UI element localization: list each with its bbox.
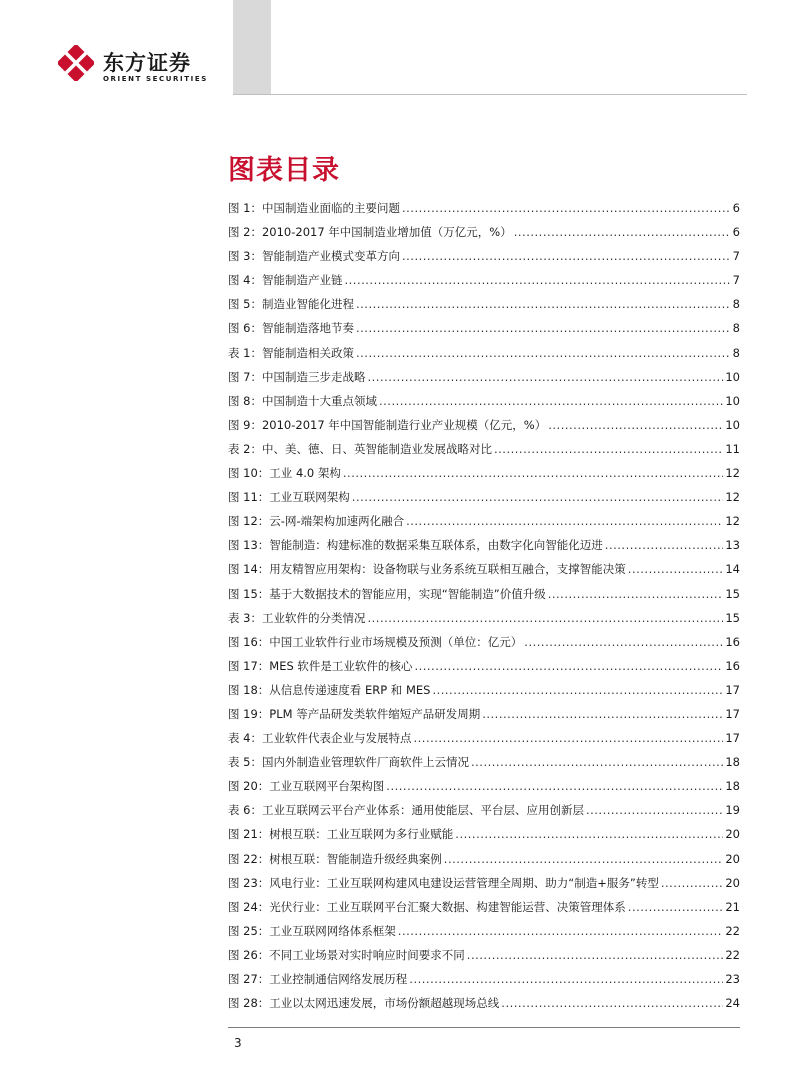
toc-entry[interactable] [228, 899, 740, 923]
toc-entry-label[interactable]: 图 27：工业控制通信网络发展历程 [228, 972, 408, 986]
toc-entry-page[interactable]: 8 [732, 345, 740, 360]
toc-entry-page[interactable]: 18 [725, 755, 740, 770]
toc-leader-dots [356, 297, 731, 311]
toc-entry[interactable] [228, 995, 740, 1019]
toc-entry-label[interactable]: 图 6：智能制造落地节奏 [228, 321, 354, 336]
toc-leader-dots [482, 707, 723, 721]
toc-leader-dots [467, 948, 724, 962]
toc-entry-page[interactable]: 12 [725, 514, 740, 529]
toc-leader-dots [402, 249, 731, 263]
toc-entry-label[interactable]: 图 17：MES 软件是工业软件的核心 [228, 658, 413, 673]
toc-entry-label[interactable]: 图 1：中国制造业面临的主要问题 [228, 201, 400, 215]
toc-leader-dots [409, 972, 723, 986]
toc-entry[interactable] [228, 393, 740, 417]
toc-entry-page[interactable]: 17 [725, 706, 740, 721]
toc-entry-label[interactable]: 图 9：2010-2017 年中国智能制造行业产业规模（亿元，%） [228, 417, 547, 432]
toc-entry[interactable] [228, 923, 740, 947]
toc-entry-page[interactable]: 6 [732, 201, 740, 215]
toc-leader-dots [402, 201, 731, 215]
toc-entry[interactable] [228, 778, 740, 802]
toc-entry-label[interactable]: 图 10：工业 4.0 架构 [228, 466, 341, 481]
toc-entry-label[interactable]: 图 12：云-网-端架构加速两化融合 [228, 514, 405, 529]
toc-entry[interactable] [228, 417, 740, 441]
toc-leader-dots [501, 996, 723, 1010]
toc-leader-dots [471, 755, 723, 769]
toc-entry[interactable] [228, 754, 740, 778]
toc-entry-label[interactable]: 图 5：制造业智能化进程 [228, 297, 354, 312]
toc-entry-label[interactable]: 表 4：工业软件代表企业与发展特点 [228, 731, 412, 746]
toc-leader-dots [343, 466, 723, 480]
toc-leader-dots [524, 635, 723, 649]
toc-leader-dots [352, 490, 724, 504]
toc-entry-label[interactable]: 图 8：中国制造十大重点领域 [228, 393, 377, 408]
toc-entry[interactable] [228, 489, 740, 513]
toc-entry[interactable] [228, 224, 740, 248]
toc-entry-label[interactable]: 图 25：工业互联网网络体系框架 [228, 923, 396, 938]
toc-entry-page[interactable]: 16 [725, 634, 740, 649]
toc-entry-page[interactable]: 16 [725, 658, 740, 673]
toc-entry[interactable] [228, 658, 740, 682]
toc-entry-label[interactable]: 表 2：中、美、德、日、英智能制造业发展战略对比 [228, 441, 492, 456]
toc-entry-label[interactable]: 图 23：风电行业：工业互联网构建风电建设运营管理全周期、助力“制造+服务”转型 [228, 875, 659, 890]
toc-leader-dots [344, 273, 730, 287]
toc-leader-dots [414, 659, 723, 673]
toc-entry-page[interactable]: 14 [725, 562, 740, 577]
toc-entry[interactable] [228, 586, 740, 610]
toc-entry-page[interactable]: 23 [725, 972, 740, 986]
toc-entry-page[interactable]: 7 [732, 249, 740, 264]
toc-title: 图表目录 [228, 155, 340, 186]
toc-entry-page[interactable]: 17 [725, 731, 740, 746]
toc-entry-page[interactable]: 19 [725, 803, 740, 818]
toc-entry[interactable] [228, 802, 740, 826]
toc-entry[interactable] [228, 272, 740, 296]
toc-list [228, 200, 740, 1019]
toc-entry[interactable] [228, 947, 740, 971]
toc-entry-label[interactable]: 表 5：国内外制造业管理软件厂商软件上云情况 [228, 755, 469, 770]
toc-entry-label[interactable]: 图 24：光伏行业：工业互联网平台汇聚大数据、构建智能运营、决策管理体系 [228, 899, 626, 914]
toc-entry-label[interactable]: 图 16：中国工业软件行业市场规模及预测（单位：亿元） [228, 634, 523, 649]
toc-leader-dots [432, 683, 723, 697]
toc-entry-label[interactable]: 图 22：树根互联：智能制造升级经典案例 [228, 851, 442, 866]
toc-entry-label[interactable]: 图 11：工业互联网架构 [228, 490, 350, 505]
toc-leader-dots [406, 514, 723, 528]
toc-entry[interactable] [228, 441, 740, 465]
toc-entry-page[interactable]: 10 [725, 417, 740, 432]
toc-entry-page[interactable]: 11 [725, 441, 740, 456]
toc-entry[interactable] [228, 706, 740, 730]
toc-entry-label[interactable]: 图 21：树根互联：工业互联网为多行业赋能 [228, 827, 454, 842]
toc-entry[interactable] [228, 730, 740, 754]
toc-leader-dots [367, 370, 723, 384]
toc-leader-dots [586, 803, 723, 817]
toc-leader-dots [548, 587, 724, 601]
toc-entry[interactable] [228, 369, 740, 393]
footer-divider [228, 1027, 740, 1028]
toc-entry-label[interactable]: 图 19：PLM 等产品研发类软件缩短产品研发周期 [228, 706, 481, 721]
toc-entry-page[interactable]: 20 [725, 875, 740, 890]
toc-leader-dots [548, 418, 723, 432]
toc-entry-label[interactable]: 图 3：智能制造产业模式变革方向 [228, 249, 400, 264]
toc-leader-dots [661, 876, 724, 890]
toc-entry-page[interactable]: 24 [725, 996, 740, 1011]
toc-entry-label[interactable]: 图 4：智能制造产业链 [228, 273, 343, 288]
toc-entry[interactable] [228, 682, 740, 706]
toc-entry-page[interactable]: 12 [725, 466, 740, 481]
toc-entry-page[interactable]: 12 [725, 490, 740, 505]
header-grey-bar [233, 0, 271, 94]
toc-entry[interactable] [228, 561, 740, 585]
toc-entry[interactable] [228, 851, 740, 875]
toc-leader-dots [605, 538, 724, 552]
toc-entry-label[interactable]: 表 3：工业软件的分类情况 [228, 610, 366, 625]
toc-entry-page[interactable]: 17 [725, 682, 740, 697]
toc-entry-page[interactable]: 15 [725, 610, 740, 625]
toc-entry-page[interactable]: 15 [725, 586, 740, 601]
toc-entry[interactable] [228, 200, 740, 224]
toc-entry[interactable] [228, 345, 740, 369]
company-logo [58, 45, 218, 91]
toc-entry[interactable] [228, 296, 740, 320]
toc-leader-dots [367, 611, 723, 625]
toc-entry-page[interactable]: 6 [732, 225, 740, 240]
toc-entry[interactable] [228, 634, 740, 658]
toc-entry[interactable] [228, 971, 740, 995]
toc-entry-label[interactable]: 图 18：从信息传递速度看 ERP 和 MES [228, 682, 431, 697]
toc-leader-dots [514, 225, 731, 239]
toc-leader-dots [628, 900, 724, 914]
toc-entry-label[interactable]: 图 15：基于大数据技术的智能应用，实现“智能制造”价值升级 [228, 586, 546, 601]
toc-leader-dots [455, 827, 723, 841]
toc-leader-dots [494, 442, 723, 456]
toc-entry[interactable] [228, 465, 740, 489]
toc-entry-page[interactable]: 21 [725, 899, 740, 914]
toc-entry-page[interactable]: 13 [725, 538, 740, 553]
toc-entry-label[interactable]: 图 13：智能制造：构建标准的数据采集互联体系，由数字化向智能化迈进 [228, 538, 603, 553]
toc-entry-label[interactable]: 图 14：用友精智应用架构：设备物联与业务系统互联相互融合，支撑智能决策 [228, 562, 626, 577]
toc-entry-page[interactable]: 18 [725, 779, 740, 794]
toc-entry-page[interactable]: 8 [732, 321, 740, 336]
toc-entry-page[interactable]: 20 [725, 851, 740, 866]
toc-entry-page[interactable]: 10 [725, 369, 740, 384]
toc-entry-page[interactable]: 22 [725, 923, 740, 938]
toc-leader-dots [398, 924, 724, 938]
toc-entry-page[interactable]: 22 [725, 947, 740, 962]
toc-leader-dots [444, 852, 724, 866]
toc-entry-label[interactable]: 图 28：工业以太网迅速发展，市场份额超越现场总线 [228, 996, 500, 1011]
toc-leader-dots [628, 562, 724, 576]
toc-entry[interactable] [228, 513, 740, 537]
toc-leader-dots [386, 779, 723, 793]
toc-entry[interactable] [228, 320, 740, 344]
logo-chinese-name: 东方证券 [103, 51, 191, 75]
toc-entry-page[interactable]: 20 [725, 827, 740, 842]
toc-entry-label[interactable]: 表 1：智能制造相关政策 [228, 345, 354, 360]
toc-entry[interactable] [228, 248, 740, 272]
toc-entry-page[interactable]: 8 [732, 297, 740, 312]
toc-entry-label[interactable]: 图 7：中国制造三步走战略 [228, 369, 366, 384]
toc-leader-dots [356, 321, 731, 335]
toc-leader-dots [379, 394, 723, 408]
toc-entry-label[interactable]: 图 26：不同工业场景对实时响应时间要求不同 [228, 947, 465, 962]
toc-entry-label[interactable]: 图 2：2010-2017 年中国制造业增加值（万亿元，%） [228, 225, 512, 240]
toc-entry[interactable] [228, 875, 740, 899]
toc-entry-label[interactable]: 图 20：工业互联网平台架构图 [228, 779, 385, 794]
toc-entry-page[interactable]: 10 [725, 393, 740, 408]
toc-entry[interactable] [228, 610, 740, 634]
toc-entry-label[interactable]: 表 6：工业互联网云平台产业体系：通用使能层、平台层、应用创新层 [228, 803, 584, 818]
toc-entry[interactable] [228, 537, 740, 561]
toc-entry[interactable] [228, 826, 740, 850]
orient-logo-icon [58, 45, 94, 81]
header-divider [233, 94, 747, 95]
toc-leader-dots [413, 731, 723, 745]
logo-english-name: ORIENT SECURITIES [103, 75, 208, 83]
toc-entry-page[interactable]: 7 [732, 273, 740, 288]
page-number: 3 [234, 1036, 242, 1050]
toc-leader-dots [356, 346, 731, 360]
